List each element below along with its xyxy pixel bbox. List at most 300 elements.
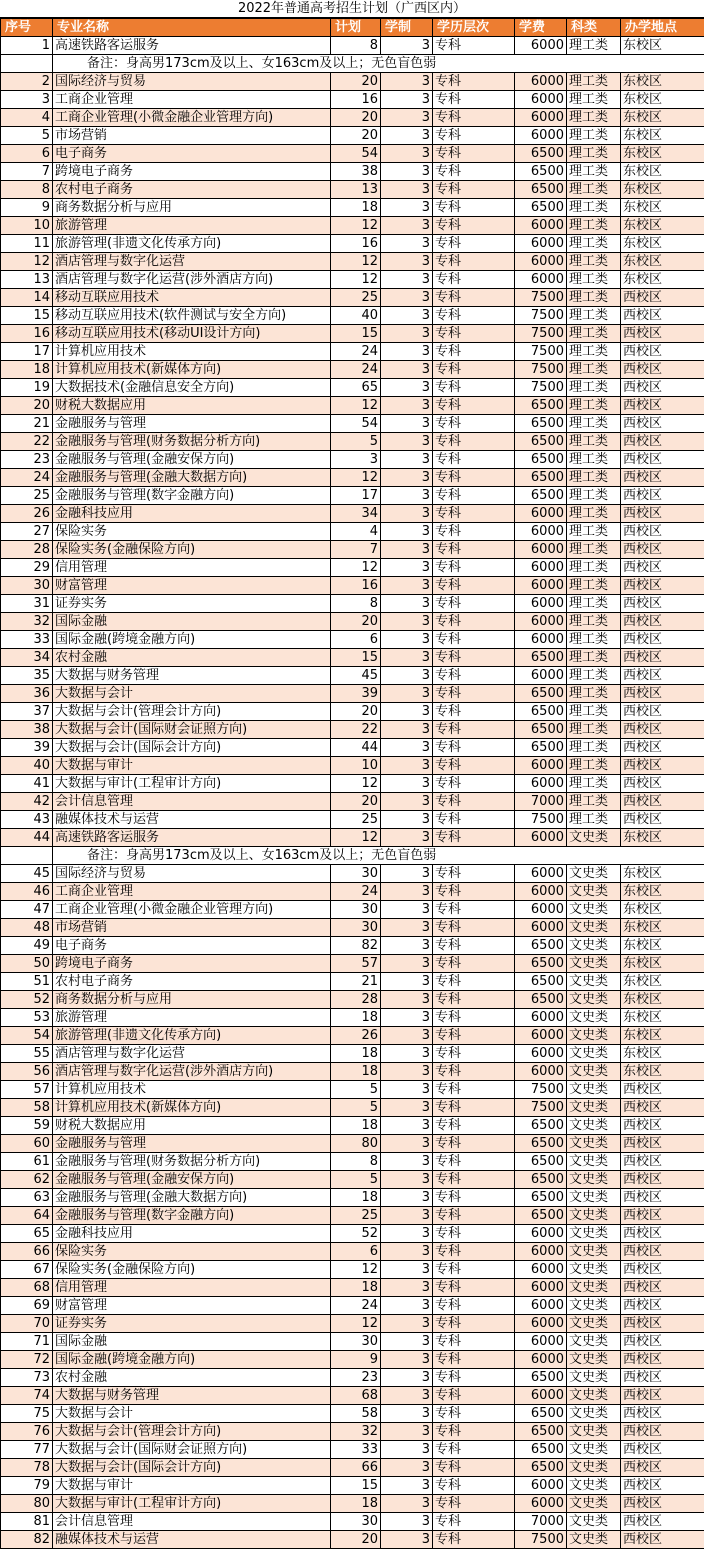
cell-plan: 25: [331, 811, 381, 829]
cell-no: 72: [1, 1351, 53, 1369]
cell-fee: 6000: [515, 865, 567, 883]
cell-level: 专科: [433, 469, 515, 487]
table-row: [1, 1441, 704, 1459]
cell-no: 45: [1, 865, 53, 883]
cell-category: 理工类: [567, 505, 621, 523]
cell-location: 东校区: [621, 91, 704, 109]
cell-location: 西校区: [621, 487, 704, 505]
cell-location: 东校区: [621, 991, 704, 1009]
table-row: [1, 181, 704, 199]
cell-plan: 30: [331, 901, 381, 919]
cell-years: 3: [381, 757, 433, 775]
cell-location: 西校区: [621, 1279, 704, 1297]
cell-no: 62: [1, 1171, 53, 1189]
cell-no: 78: [1, 1459, 53, 1477]
cell-plan: 10: [331, 757, 381, 775]
cell-no: 32: [1, 613, 53, 631]
cell-no: 20: [1, 397, 53, 415]
cell-no: 2: [1, 73, 53, 91]
cell-level: 专科: [433, 217, 515, 235]
table-row: [1, 955, 704, 973]
cell-fee: 6000: [515, 1477, 567, 1495]
cell-category: 理工类: [567, 559, 621, 577]
cell-no: 29: [1, 559, 53, 577]
cell-years: 3: [381, 1405, 433, 1423]
cell-level: 专科: [433, 1387, 515, 1405]
table-row: [1, 1171, 704, 1189]
cell-fee: 6000: [515, 559, 567, 577]
table-row: [1, 1081, 704, 1099]
cell-level: 专科: [433, 811, 515, 829]
cell-location: 西校区: [621, 307, 704, 325]
cell-name: 高速铁路客运服务: [53, 829, 331, 847]
cell-level: 专科: [433, 181, 515, 199]
cell-years: 3: [381, 1117, 433, 1135]
cell-fee: 6000: [515, 1495, 567, 1513]
cell-category: 文史类: [567, 1531, 621, 1549]
cell-location: 西校区: [621, 559, 704, 577]
cell-level: 专科: [433, 199, 515, 217]
cell-years: 3: [381, 1495, 433, 1513]
cell-location: 西校区: [621, 1117, 704, 1135]
cell-level: 专科: [433, 1045, 515, 1063]
cell-plan: 26: [331, 1027, 381, 1045]
cell-location: 西校区: [621, 1369, 704, 1387]
cell-category: 理工类: [567, 757, 621, 775]
cell-location: 东校区: [621, 901, 704, 919]
cell-location: 东校区: [621, 1045, 704, 1063]
cell-fee: 6000: [515, 253, 567, 271]
cell-fee: 6500: [515, 703, 567, 721]
cell-years: 3: [381, 577, 433, 595]
cell-no: 16: [1, 325, 53, 343]
cell-name: 高速铁路客运服务: [53, 37, 331, 55]
cell-plan: 30: [331, 1333, 381, 1351]
cell-fee: 6000: [515, 109, 567, 127]
cell-location: 西校区: [621, 577, 704, 595]
cell-location: 西校区: [621, 433, 704, 451]
cell-plan: 12: [331, 469, 381, 487]
table-row: [1, 1477, 704, 1495]
cell-name: 金融服务与管理(金融大数据方向): [53, 469, 331, 487]
cell-plan: 8: [331, 1153, 381, 1171]
cell-no: 4: [1, 109, 53, 127]
cell-fee: 6000: [515, 1351, 567, 1369]
cell-no: 70: [1, 1315, 53, 1333]
cell-years: 3: [381, 1099, 433, 1117]
cell-name: 工商企业管理(小微金融企业管理方向): [53, 901, 331, 919]
table-row: [1, 1135, 704, 1153]
cell-plan: 30: [331, 865, 381, 883]
cell-location: 东校区: [621, 127, 704, 145]
cell-location: 东校区: [621, 1063, 704, 1081]
cell-location: 西校区: [621, 1405, 704, 1423]
cell-fee: 6000: [515, 901, 567, 919]
cell-name: 金融服务与管理(财务数据分析方向): [53, 433, 331, 451]
cell-no: 68: [1, 1279, 53, 1297]
table-row: [1, 739, 704, 757]
cell-category: 理工类: [567, 109, 621, 127]
cell-category: 文史类: [567, 937, 621, 955]
cell-level: 专科: [433, 91, 515, 109]
table-row: [1, 1261, 704, 1279]
cell-location: 西校区: [621, 451, 704, 469]
cell-years: 3: [381, 1333, 433, 1351]
cell-plan: 22: [331, 721, 381, 739]
cell-fee: 6500: [515, 487, 567, 505]
cell-category: 文史类: [567, 1117, 621, 1135]
cell-category: 文史类: [567, 919, 621, 937]
table-row: [1, 703, 704, 721]
cell-no: 38: [1, 721, 53, 739]
cell-years: 3: [381, 775, 433, 793]
cell-location: 西校区: [621, 379, 704, 397]
cell-name: 金融服务与管理(数字金融方向): [53, 1207, 331, 1225]
table-row: [1, 307, 704, 325]
cell-no: 75: [1, 1405, 53, 1423]
cell-level: 专科: [433, 1495, 515, 1513]
cell-category: 文史类: [567, 1225, 621, 1243]
cell-no: 53: [1, 1009, 53, 1027]
cell-location: 西校区: [621, 541, 704, 559]
cell-years: 3: [381, 289, 433, 307]
cell-name: 农村金融: [53, 1369, 331, 1387]
cell-years: 3: [381, 883, 433, 901]
cell-level: 专科: [433, 1369, 515, 1387]
cell-fee: 6000: [515, 1225, 567, 1243]
cell-years: 3: [381, 487, 433, 505]
cell-name: 大数据与审计(工程审计方向): [53, 775, 331, 793]
cell-location: 西校区: [621, 1531, 704, 1549]
cell-name: 商务数据分析与应用: [53, 199, 331, 217]
cell-level: 专科: [433, 1333, 515, 1351]
cell-location: 西校区: [621, 1171, 704, 1189]
cell-years: 3: [381, 937, 433, 955]
cell-no: 57: [1, 1081, 53, 1099]
table-row: [1, 217, 704, 235]
note-row: [1, 847, 704, 865]
cell-years: 3: [381, 793, 433, 811]
cell-name: 金融服务与管理(金融安保方向): [53, 451, 331, 469]
cell-fee: 6500: [515, 685, 567, 703]
cell-no: 73: [1, 1369, 53, 1387]
table-row: [1, 163, 704, 181]
cell-years: 3: [381, 595, 433, 613]
cell-plan: 30: [331, 919, 381, 937]
cell-category: 文史类: [567, 1333, 621, 1351]
cell-category: 文史类: [567, 1171, 621, 1189]
cell-no: 56: [1, 1063, 53, 1081]
cell-fee: 6000: [515, 523, 567, 541]
cell-fee: 7500: [515, 343, 567, 361]
cell-category: 文史类: [567, 1099, 621, 1117]
note-row: [1, 55, 704, 73]
cell-level: 专科: [433, 343, 515, 361]
cell-category: 理工类: [567, 649, 621, 667]
cell-no: 25: [1, 487, 53, 505]
cell-fee: 6000: [515, 73, 567, 91]
cell-fee: 6500: [515, 937, 567, 955]
table-row: [1, 397, 704, 415]
cell-level: 专科: [433, 1225, 515, 1243]
cell-fee: 6000: [515, 883, 567, 901]
cell-plan: 18: [331, 1189, 381, 1207]
cell-level: 专科: [433, 829, 515, 847]
cell-category: 文史类: [567, 955, 621, 973]
cell-category: 理工类: [567, 127, 621, 145]
cell-plan: 52: [331, 1225, 381, 1243]
cell-category: 理工类: [567, 631, 621, 649]
cell-fee: 7500: [515, 1531, 567, 1549]
cell-category: 理工类: [567, 163, 621, 181]
table-row: [1, 1207, 704, 1225]
cell-level: 专科: [433, 1279, 515, 1297]
table-row: [1, 109, 704, 127]
cell-category: 理工类: [567, 37, 621, 55]
cell-fee: 7500: [515, 379, 567, 397]
cell-plan: 18: [331, 1009, 381, 1027]
cell-location: 东校区: [621, 1027, 704, 1045]
cell-name: 金融服务与管理(财务数据分析方向): [53, 1153, 331, 1171]
cell-level: 专科: [433, 1135, 515, 1153]
cell-no: 23: [1, 451, 53, 469]
cell-category: 理工类: [567, 235, 621, 253]
cell-fee: 7500: [515, 1081, 567, 1099]
cell-category: 文史类: [567, 1477, 621, 1495]
cell-no: 13: [1, 271, 53, 289]
cell-level: 专科: [433, 1243, 515, 1261]
cell-years: 3: [381, 649, 433, 667]
table-row: [1, 1297, 704, 1315]
table-row: [1, 91, 704, 109]
cell-fee: 6000: [515, 1009, 567, 1027]
cell-plan: 3: [331, 451, 381, 469]
cell-plan: 38: [331, 163, 381, 181]
cell-fee: 6500: [515, 415, 567, 433]
table-row: [1, 793, 704, 811]
cell-name: 农村电子商务: [53, 181, 331, 199]
cell-fee: 7500: [515, 289, 567, 307]
cell-plan: 5: [331, 1099, 381, 1117]
cell-no: 37: [1, 703, 53, 721]
cell-plan: 33: [331, 1441, 381, 1459]
cell-years: 3: [381, 37, 433, 55]
cell-level: 专科: [433, 1207, 515, 1225]
cell-no: 10: [1, 217, 53, 235]
cell-plan: 12: [331, 1261, 381, 1279]
cell-no: 43: [1, 811, 53, 829]
cell-fee: 6000: [515, 1045, 567, 1063]
cell-category: 理工类: [567, 397, 621, 415]
cell-no: 82: [1, 1531, 53, 1549]
cell-level: 专科: [433, 1027, 515, 1045]
cell-fee: 6000: [515, 775, 567, 793]
cell-years: 3: [381, 901, 433, 919]
cell-location: 西校区: [621, 1459, 704, 1477]
table-row: [1, 1117, 704, 1135]
table-row: [1, 577, 704, 595]
cell-plan: 32: [331, 1423, 381, 1441]
cell-years: 3: [381, 1153, 433, 1171]
cell-category: 文史类: [567, 1063, 621, 1081]
table-row: [1, 1009, 704, 1027]
cell-plan: 6: [331, 1243, 381, 1261]
cell-name: 工商企业管理: [53, 91, 331, 109]
cell-years: 3: [381, 1477, 433, 1495]
cell-years: 3: [381, 199, 433, 217]
cell-category: 理工类: [567, 415, 621, 433]
cell-location: 东校区: [621, 271, 704, 289]
cell-level: 专科: [433, 1117, 515, 1135]
header-cell-category: 科类: [567, 19, 621, 37]
cell-plan: 13: [331, 181, 381, 199]
header-cell-years: 学制: [381, 19, 433, 37]
cell-level: 专科: [433, 685, 515, 703]
cell-category: 文史类: [567, 1189, 621, 1207]
cell-plan: 5: [331, 1171, 381, 1189]
cell-no: 54: [1, 1027, 53, 1045]
cell-location: 西校区: [621, 397, 704, 415]
table-row: [1, 271, 704, 289]
cell-plan: 39: [331, 685, 381, 703]
cell-location: 西校区: [621, 1513, 704, 1531]
cell-level: 专科: [433, 1531, 515, 1549]
cell-years: 3: [381, 1459, 433, 1477]
cell-category: 文史类: [567, 1261, 621, 1279]
cell-no: 7: [1, 163, 53, 181]
cell-plan: 65: [331, 379, 381, 397]
cell-plan: 12: [331, 775, 381, 793]
cell-name: 农村电子商务: [53, 973, 331, 991]
cell-location: 西校区: [621, 739, 704, 757]
cell-location: 西校区: [621, 343, 704, 361]
cell-fee: 6500: [515, 721, 567, 739]
cell-no: 71: [1, 1333, 53, 1351]
cell-category: 理工类: [567, 361, 621, 379]
cell-years: 3: [381, 991, 433, 1009]
cell-years: 3: [381, 343, 433, 361]
cell-plan: 20: [331, 703, 381, 721]
table-row: [1, 1531, 704, 1549]
cell-name: 旅游管理: [53, 217, 331, 235]
cell-fee: 6500: [515, 1423, 567, 1441]
cell-years: 3: [381, 127, 433, 145]
cell-no: 47: [1, 901, 53, 919]
cell-no: 46: [1, 883, 53, 901]
cell-name: 移动互联应用技术(软件测试与安全方向): [53, 307, 331, 325]
cell-category: 文史类: [567, 1387, 621, 1405]
cell-name: 财税大数据应用: [53, 1117, 331, 1135]
cell-plan: 20: [331, 127, 381, 145]
cell-no: 67: [1, 1261, 53, 1279]
cell-years: 3: [381, 1387, 433, 1405]
cell-years: 3: [381, 415, 433, 433]
cell-plan: 4: [331, 523, 381, 541]
cell-no: 28: [1, 541, 53, 559]
cell-plan: 24: [331, 361, 381, 379]
cell-category: 理工类: [567, 577, 621, 595]
cell-level: 专科: [433, 1351, 515, 1369]
table-row: [1, 37, 704, 55]
cell-level: 专科: [433, 1153, 515, 1171]
cell-category: 理工类: [567, 307, 621, 325]
cell-location: 西校区: [621, 1135, 704, 1153]
cell-plan: 5: [331, 433, 381, 451]
table-row: [1, 451, 704, 469]
cell-fee: 6500: [515, 181, 567, 199]
cell-name: 酒店管理与数字化运营(涉外酒店方向): [53, 1063, 331, 1081]
cell-no: 42: [1, 793, 53, 811]
cell-level: 专科: [433, 379, 515, 397]
cell-name: 保险实务(金融保险方向): [53, 1261, 331, 1279]
cell-level: 专科: [433, 415, 515, 433]
cell-name: 国际金融(跨境金融方向): [53, 1351, 331, 1369]
cell-name: 信用管理: [53, 1279, 331, 1297]
cell-location: 西校区: [621, 775, 704, 793]
cell-years: 3: [381, 919, 433, 937]
cell-fee: 6000: [515, 541, 567, 559]
cell-years: 3: [381, 1297, 433, 1315]
cell-no: 40: [1, 757, 53, 775]
cell-location: 西校区: [621, 289, 704, 307]
cell-plan: 15: [331, 649, 381, 667]
cell-no: 22: [1, 433, 53, 451]
cell-fee: 6500: [515, 199, 567, 217]
cell-name: 金融科技应用: [53, 505, 331, 523]
cell-level: 专科: [433, 433, 515, 451]
cell-name: 保险实务: [53, 1243, 331, 1261]
cell-no: 33: [1, 631, 53, 649]
cell-plan: 12: [331, 829, 381, 847]
cell-plan: 25: [331, 289, 381, 307]
table-row: [1, 415, 704, 433]
cell-category: 理工类: [567, 433, 621, 451]
table-row: [1, 685, 704, 703]
cell-category: 理工类: [567, 613, 621, 631]
cell-name: 金融科技应用: [53, 1225, 331, 1243]
cell-category: 理工类: [567, 199, 621, 217]
cell-category: 文史类: [567, 1495, 621, 1513]
cell-name: 保险实务(金融保险方向): [53, 541, 331, 559]
note-text: 备注：身高男173cm及以上、女163cm及以上；无色盲色弱: [53, 847, 704, 865]
cell-fee: 6000: [515, 1387, 567, 1405]
cell-category: 文史类: [567, 1009, 621, 1027]
cell-level: 专科: [433, 1063, 515, 1081]
cell-fee: 6000: [515, 613, 567, 631]
cell-no: 18: [1, 361, 53, 379]
cell-location: 西校区: [621, 1495, 704, 1513]
cell-years: 3: [381, 1225, 433, 1243]
cell-plan: 16: [331, 91, 381, 109]
cell-level: 专科: [433, 901, 515, 919]
cell-level: 专科: [433, 73, 515, 91]
cell-plan: 8: [331, 37, 381, 55]
cell-level: 专科: [433, 667, 515, 685]
cell-level: 专科: [433, 1171, 515, 1189]
cell-name: 国际金融(跨境金融方向): [53, 631, 331, 649]
cell-plan: 23: [331, 1369, 381, 1387]
cell-years: 3: [381, 973, 433, 991]
cell-location: 西校区: [621, 1315, 704, 1333]
cell-location: 西校区: [621, 631, 704, 649]
cell-location: 西校区: [621, 1099, 704, 1117]
cell-plan: 45: [331, 667, 381, 685]
cell-fee: 6500: [515, 973, 567, 991]
cell-years: 3: [381, 163, 433, 181]
cell-category: 文史类: [567, 883, 621, 901]
cell-years: 3: [381, 271, 433, 289]
cell-fee: 6000: [515, 829, 567, 847]
